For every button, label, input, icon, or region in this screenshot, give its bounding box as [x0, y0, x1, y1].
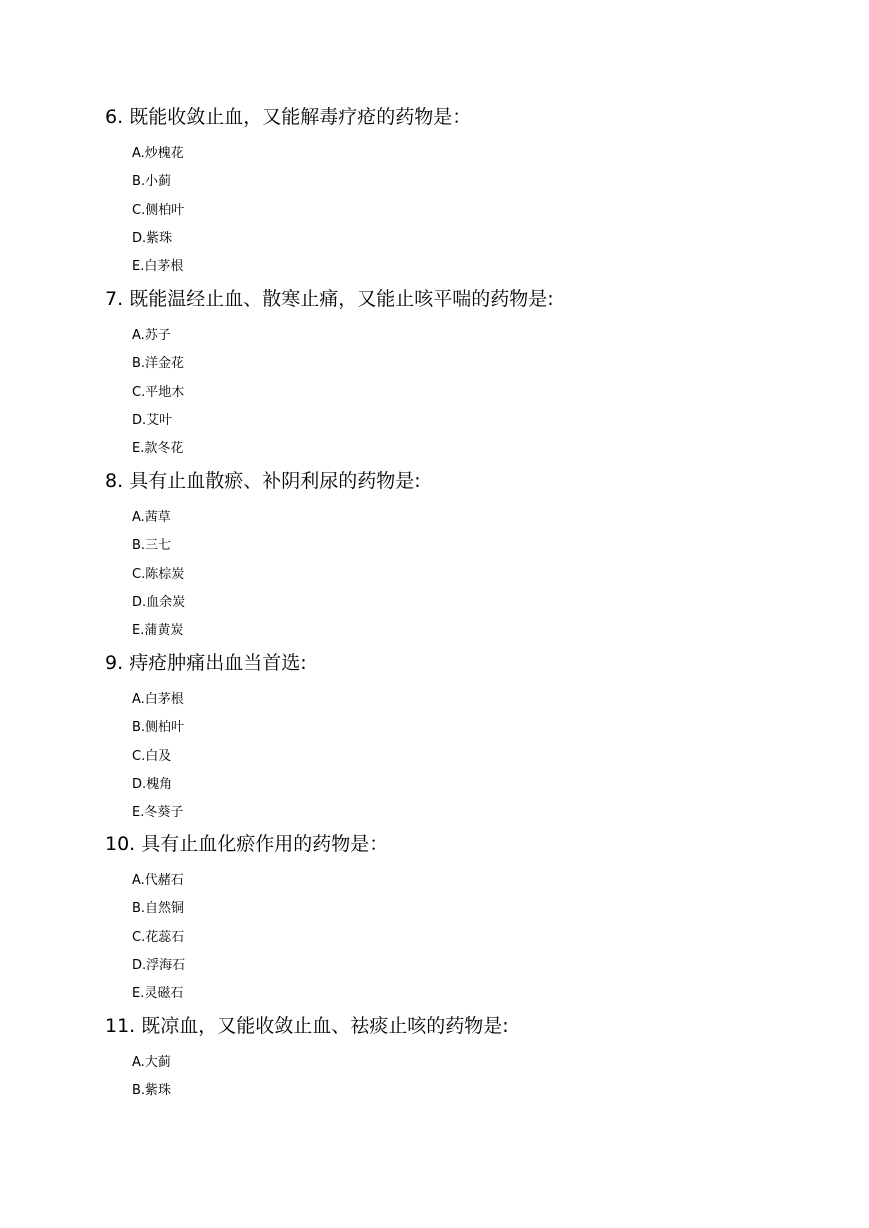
question-title — [105, 468, 825, 494]
option-b: B.侧柏叶 — [132, 720, 185, 735]
question-text: 既能温经止血、散寒止痛，又能止咳平喘的药物是: — [129, 288, 554, 310]
question-6 — [105, 104, 825, 274]
option-b: B.三七 — [132, 538, 172, 553]
option-c: C.白及 — [132, 749, 172, 764]
question-11 — [105, 1013, 825, 1098]
option-a: A.白茅根 — [132, 692, 184, 707]
question-title — [105, 104, 825, 130]
question-number: 9. — [105, 652, 124, 674]
option-a: A.炒槐花 — [132, 146, 184, 161]
option-c: C.花蕊石 — [132, 930, 185, 945]
option-e: E.蒲黄炭 — [132, 623, 184, 638]
question-10 — [105, 831, 825, 1001]
option-a: A.代赭石 — [132, 873, 184, 888]
option-a: A.苏子 — [132, 328, 171, 343]
question-text: 既能收敛止血，又能解毒疗疮的药物是： — [129, 106, 472, 128]
option-d: D.血余炭 — [132, 595, 186, 610]
question-number: 11. — [105, 1015, 136, 1037]
option-a: A.大蓟 — [132, 1055, 171, 1070]
option-c: C.平地木 — [132, 385, 185, 400]
question-text: 具有止血散瘀、补阴利尿的药物是: — [129, 470, 421, 492]
option-b: B.紫珠 — [132, 1083, 172, 1098]
option-e: E.冬葵子 — [132, 805, 184, 820]
question-title — [105, 650, 825, 676]
question-number: 10. — [105, 833, 136, 855]
option-e: E.白茅根 — [132, 259, 184, 274]
question-number: 8. — [105, 470, 124, 492]
question-7 — [105, 286, 825, 456]
option-e: E.灵磁石 — [132, 986, 184, 1001]
option-b: B.小蓟 — [132, 174, 172, 189]
question-number: 6. — [105, 106, 124, 128]
question-title — [105, 286, 825, 312]
option-e: E.款冬花 — [132, 441, 184, 456]
question-8 — [105, 468, 825, 638]
option-d: D.紫珠 — [132, 231, 173, 246]
question-text: 既凉血，又能收敛止血、祛痰止咳的药物是: — [141, 1015, 509, 1037]
question-number: 7. — [105, 288, 124, 310]
question-9 — [105, 650, 825, 820]
option-b: B.自然铜 — [132, 901, 185, 916]
option-d: D.槐角 — [132, 777, 173, 792]
option-a: A.茜草 — [132, 510, 171, 525]
question-title — [105, 831, 825, 857]
question-text: 具有止血化瘀作用的药物是： — [141, 833, 389, 855]
option-d: D.艾叶 — [132, 413, 173, 428]
question-text: 痔疮肿痛出血当首选: — [129, 652, 307, 674]
option-d: D.浮海石 — [132, 958, 186, 973]
question-title — [105, 1013, 825, 1039]
option-c: C.侧柏叶 — [132, 203, 185, 218]
option-c: C.陈棕炭 — [132, 567, 185, 582]
option-b: B.洋金花 — [132, 356, 185, 371]
